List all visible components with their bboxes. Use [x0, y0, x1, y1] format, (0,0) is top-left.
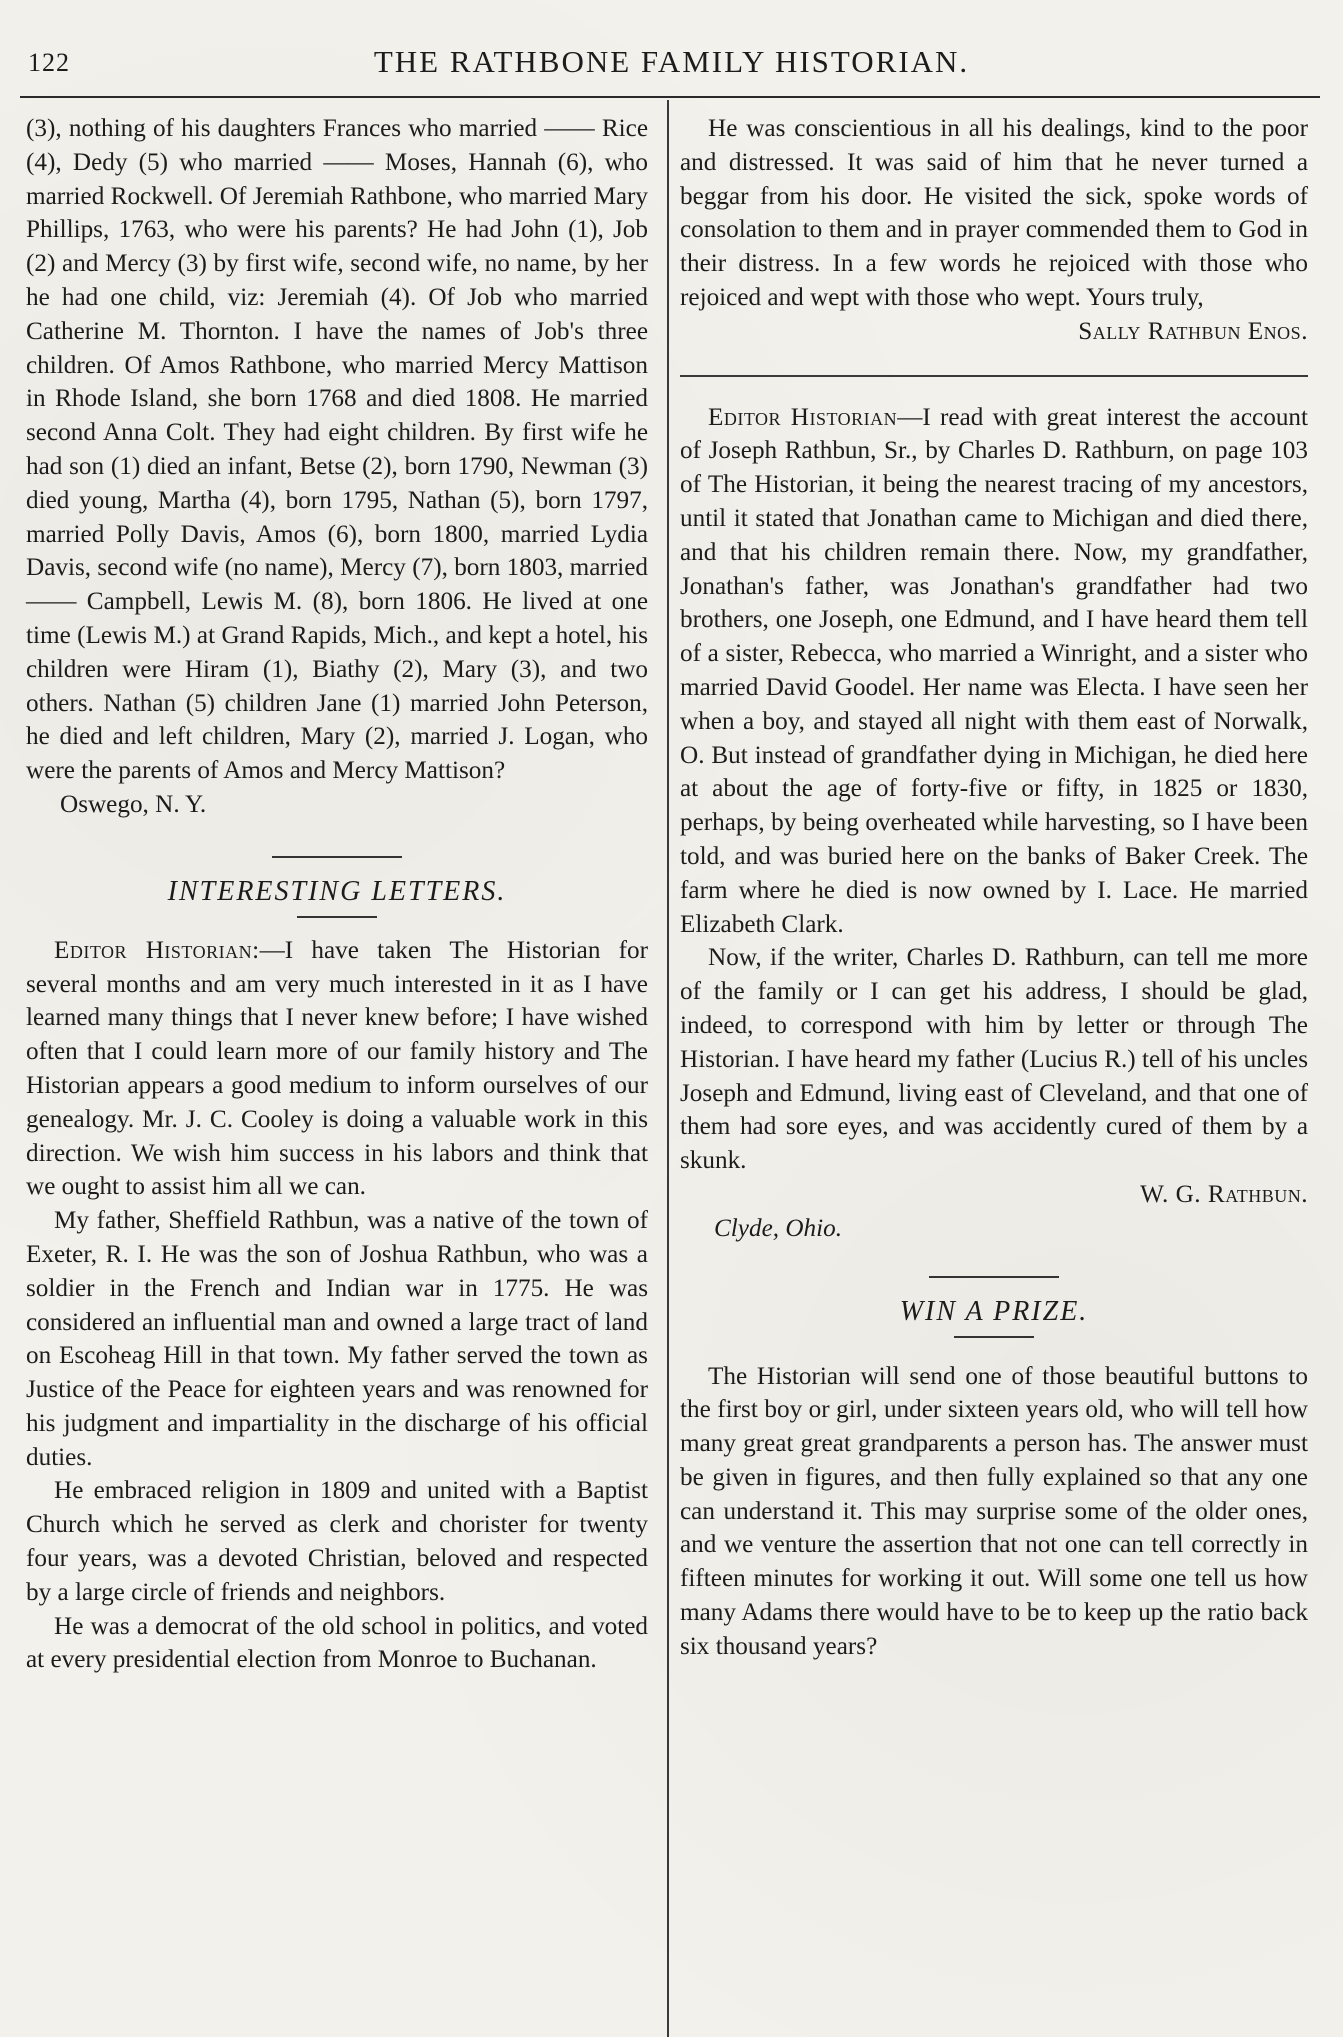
letter2-paragraph-2: Now, if the writer, Charles D. Rathburn, can tell me more of the family or I can get his address, I should be glad, indeed, to correspond with him by letter or through The Historian. I have heard my father (Lucius R.) tell of his uncles Joseph and Edmund, living east of Cleveland, and that one of them had sore eyes, and was accidently cured of them by a skunk.: [680, 944, 1308, 1175]
genealogy-paragraph: (3), nothing of his daughters Frances who married —— Rice (4), Dedy (5) who married —— Moses, Hannah (6), who married Rockwell. Of Jeremiah Rathbone, who married Mary Phillips, 1763, who were his parents? He had John (1), Job (2) and Mercy (3) by first wife, second wife, no name, by her he had one child, viz: Jeremiah (4). Of Job who married Catherine M. Thornton. I have the names of Job's three children. Of Amos Rathbone, who married Mercy Mattison in Rhode Island, she born 1768 and died 1808. He married second Anna Colt. They had eight children. By first wife he had son (1) died an infant, Betse (2), born 1790, Newman (3) died young, Martha (4), born 1795, Nathan (5), born 1797, married Polly Davis, Amos (6), born 1800, married Lydia Davis, second wife (no name), Mercy (7), born 1803, married —— Campbell, Lewis M. (8), born 1806. He lived at one time (Lewis M.) at Grand Rapids, Mich., and kept a hotel, his children were Hiram (1), Biathy (2), Mary (3), and two others. Nathan (5) children Jane (1) married John Peterson, he died and left children, Mary (2), married J. Logan, who were the parents of Amos and Mercy Mattison?: [26, 115, 648, 785]
letter1-paragraph-1: [26, 934, 648, 1204]
letter1-paragraph-4: He was a democrat of the old school in politics, and voted at every presidential election from Monroe to Buchanan.: [26, 1612, 648, 1674]
prize-paragraph: The Historian will send one of those beautiful buttons to the first boy or girl, under sixteen years old, who will tell how many great great grandparents a person has. The answer must be given in figures, and then fully explained so that any one can understand it. This may surprise some of the older ones, and we venture the assertion that not one can tell correctly in fifteen minutes for working it out. Will some one tell us how many Adams there would have to be to keep up the ratio back six thousand years?: [680, 1362, 1308, 1660]
place-clyde-ohio: Clyde, Ohio.: [714, 1214, 843, 1242]
letter2-text-1: —I read with great interest the account of Joseph Rathbun, Sr., by Charles D. Rathburn, on page 103 of The Historian, it being the nearest tracing of my ancestors, until it stated that Jonathan came to Michigan and died there, and that his children remain there. Now, my grandfather, Jonathan's father, was Jonathan's grandfather had two brothers, one Joseph, one Edmund, and I have heard them tell of a sister, Rebecca, who married a Winright, and a sister who married David Goodel. Her name was Electa. I have seen her when a boy, and stayed all night with them east of Norwalk, O. But instead of grandfather dying in Michigan, he died here at about the age of forty-five or fifty, in 1825 or 1830, perhaps, by being overheated while harvesting, so I have been told, and was buried here on the banks of Baker Creek. The farm where he died is now owned by I. Lace. He married Elizabeth Clark.: [680, 403, 1308, 938]
header-rule: [20, 96, 1320, 98]
left-column: [26, 112, 648, 1677]
letter1-paragraph-3: He embraced religion in 1809 and united with a Baptist Church which he served as clerk and chorister for twenty four years, was a devoted Christian, beloved and respected by a large circle of friends and neighbors.: [26, 1477, 648, 1606]
letter1-text-1: —I have taken The Historian for several months and am very much interested in it as I have learned many things that I never knew before; I have wished often that I could learn more of our family history and The Historian appears a good medium to inform ourselves of our genealogy. Mr. J. C. Cooley is doing a valuable work in this direction. We wish him success in his labors and think that we ought to assist him all we can.: [26, 936, 648, 1201]
section-title-interesting-letters: INTERESTING LETTERS.: [167, 875, 507, 907]
letter2-salutation: Editor Historian: [708, 403, 898, 431]
column-divider: [667, 100, 669, 2037]
letter1-paragraph-2: My father, Sheffield Rathbun, was a native of the town of Exeter, R. I. He was the son of Joshua Rathbun, who was a soldier in the French and Indian war in 1775. He was considered an influential man and owned a large tract of land on Escoheag Hill in that town. My father served the town as Justice of the Peace for eighteen years and was renowned for his judgment and impartiality in the discharge of his official duties.: [26, 1207, 648, 1471]
section-title-win-a-prize: WIN A PRIZE.: [899, 1295, 1089, 1327]
running-title: THE RATHBONE FAMILY HISTORIAN.: [373, 44, 970, 79]
signature-w-g-rathbun: W. G. Rathbun.: [1140, 1180, 1308, 1208]
letter2-paragraph-1: [680, 401, 1308, 942]
page-header: [0, 0, 1343, 98]
letter1-continuation: He was conscientious in all his dealings, kind to the poor and distressed. It was said of him that he never turned a beggar from his door. He visited the sick, spoke words of consolation to them and in prayer commended them to God in their distress. In a few words he rejoiced with those who rejoiced and wept with those who wept. Yours truly,: [680, 115, 1308, 311]
right-column: [680, 112, 1308, 1664]
page-number: 122: [28, 48, 70, 77]
signature-sally-rathbun-enos: Sally Rathbun Enos.: [1078, 317, 1308, 345]
place-oswego: Oswego, N. Y.: [60, 790, 207, 818]
letter1-salutation: Editor Historian:: [54, 936, 260, 964]
